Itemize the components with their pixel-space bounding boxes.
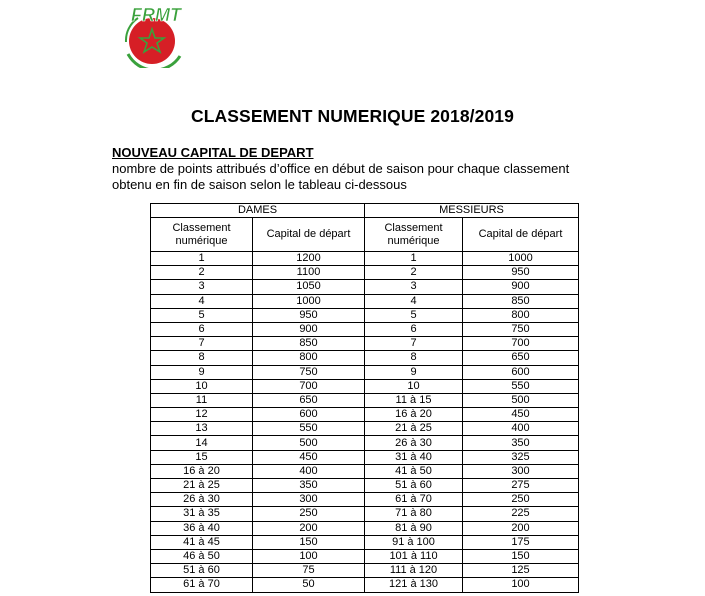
table-cell: 1100 (253, 266, 365, 280)
table-row (151, 379, 579, 393)
table-cell: 11 (151, 393, 253, 407)
table-cell: 900 (253, 322, 365, 336)
table-cell: 275 (463, 479, 579, 493)
table-cell: 600 (463, 365, 579, 379)
table-cell: 1 (151, 252, 253, 266)
table-cell: 1000 (463, 252, 579, 266)
frmt-logo-graphic (118, 4, 200, 68)
table-cell: 200 (253, 521, 365, 535)
table-cell: 81 à 90 (365, 521, 463, 535)
column-header: Classement numérique (151, 218, 253, 252)
table-cell: 750 (253, 365, 365, 379)
table-cell: 300 (253, 493, 365, 507)
table-cell: 7 (151, 337, 253, 351)
logo-text: FRMT (131, 5, 181, 25)
table-cell: 71 à 80 (365, 507, 463, 521)
table-cell: 41 à 45 (151, 535, 253, 549)
group-header-dames: DAMES (151, 204, 365, 218)
table-cell: 500 (253, 436, 365, 450)
table-cell: 2 (365, 266, 463, 280)
table-cell: 400 (463, 422, 579, 436)
table-cell: 850 (253, 337, 365, 351)
table-cell: 9 (365, 365, 463, 379)
table-row (151, 422, 579, 436)
table-cell: 11 à 15 (365, 393, 463, 407)
table-row (151, 535, 579, 549)
table-cell: 21 à 25 (151, 479, 253, 493)
table-row (151, 365, 579, 379)
table-cell: 101 à 110 (365, 549, 463, 563)
table-cell: 15 (151, 450, 253, 464)
table-cell: 700 (253, 379, 365, 393)
table-cell: 3 (151, 280, 253, 294)
table-cell: 5 (151, 308, 253, 322)
table-cell: 5 (365, 308, 463, 322)
table-cell: 250 (253, 507, 365, 521)
table-cell: 10 (151, 379, 253, 393)
table-cell: 100 (253, 549, 365, 563)
table-cell: 31 à 40 (365, 450, 463, 464)
table-cell: 91 à 100 (365, 535, 463, 549)
table-cell: 41 à 50 (365, 464, 463, 478)
table-row (151, 549, 579, 563)
table-cell: 1 (365, 252, 463, 266)
section-heading: NOUVEAU CAPITAL DE DEPART (112, 145, 314, 160)
table-cell: 800 (463, 308, 579, 322)
table-row (151, 337, 579, 351)
table-cell: 9 (151, 365, 253, 379)
table-cell: 650 (253, 393, 365, 407)
table-row (151, 393, 579, 407)
table-row (151, 450, 579, 464)
intro-paragraph: nombre de points attribués d’office en début de saison pour chaque classement obtenu en fin de saison selon le tableau ci-dessous (112, 161, 570, 192)
table-cell: 400 (253, 464, 365, 478)
column-header: Classement numérique (365, 218, 463, 252)
table-cell: 550 (463, 379, 579, 393)
table-cell: 650 (463, 351, 579, 365)
table-cell: 450 (253, 450, 365, 464)
table-cell: 16 à 20 (151, 464, 253, 478)
table-cell: 12 (151, 408, 253, 422)
table-cell: 900 (463, 280, 579, 294)
table-cell: 750 (463, 322, 579, 336)
table-cell: 2 (151, 266, 253, 280)
table-row (151, 479, 579, 493)
table-cell: 125 (463, 564, 579, 578)
table-cell: 350 (253, 479, 365, 493)
document-title: CLASSEMENT NUMERIQUE 2018/2019 (191, 106, 514, 126)
table-cell: 6 (365, 322, 463, 336)
table-row (151, 493, 579, 507)
table-cell: 13 (151, 422, 253, 436)
table-cell: 800 (253, 351, 365, 365)
table-cell: 325 (463, 450, 579, 464)
table-cell: 6 (151, 322, 253, 336)
table-row (151, 578, 579, 592)
table-cell: 700 (463, 337, 579, 351)
table-cell: 31 à 35 (151, 507, 253, 521)
table-cell: 16 à 20 (365, 408, 463, 422)
table-row (151, 436, 579, 450)
column-header-row (151, 218, 579, 252)
column-header: Capital de départ (253, 218, 365, 252)
table-cell: 175 (463, 535, 579, 549)
table-cell: 21 à 25 (365, 422, 463, 436)
table-cell: 14 (151, 436, 253, 450)
table-cell: 600 (253, 408, 365, 422)
table-cell: 75 (253, 564, 365, 578)
table-cell: 250 (463, 493, 579, 507)
table-cell: 550 (253, 422, 365, 436)
table-cell: 950 (253, 308, 365, 322)
group-header-messieurs: MESSIEURS (365, 204, 579, 218)
table-cell: 61 à 70 (365, 493, 463, 507)
table-cell: 10 (365, 379, 463, 393)
table-row (151, 294, 579, 308)
table-cell: 200 (463, 521, 579, 535)
table-cell: 500 (463, 393, 579, 407)
table-cell: 1200 (253, 252, 365, 266)
table-row (151, 507, 579, 521)
table-row (151, 266, 579, 280)
table-row (151, 308, 579, 322)
ranking-table (150, 203, 579, 593)
table-cell: 150 (253, 535, 365, 549)
table-cell: 8 (365, 351, 463, 365)
table-body (151, 252, 579, 593)
table-cell: 8 (151, 351, 253, 365)
table-row (151, 252, 579, 266)
table-row (151, 322, 579, 336)
table-cell: 4 (151, 294, 253, 308)
column-header: Capital de départ (463, 218, 579, 252)
table-row (151, 351, 579, 365)
group-header-row (151, 204, 579, 218)
table-cell: 61 à 70 (151, 578, 253, 592)
table-cell: 7 (365, 337, 463, 351)
table-cell: 26 à 30 (151, 493, 253, 507)
table-cell: 50 (253, 578, 365, 592)
table-cell: 51 à 60 (365, 479, 463, 493)
table-cell: 4 (365, 294, 463, 308)
table-row (151, 564, 579, 578)
table-cell: 950 (463, 266, 579, 280)
table-cell: 850 (463, 294, 579, 308)
table-cell: 100 (463, 578, 579, 592)
table-cell: 3 (365, 280, 463, 294)
table-row (151, 280, 579, 294)
table-cell: 300 (463, 464, 579, 478)
table-cell: 111 à 120 (365, 564, 463, 578)
table-cell: 450 (463, 408, 579, 422)
frmt-logo-icon (118, 4, 200, 68)
table-row (151, 521, 579, 535)
table-cell: 36 à 40 (151, 521, 253, 535)
table-cell: 46 à 50 (151, 549, 253, 563)
table-row (151, 464, 579, 478)
table-cell: 26 à 30 (365, 436, 463, 450)
table-cell: 1000 (253, 294, 365, 308)
table-row (151, 408, 579, 422)
table-cell: 225 (463, 507, 579, 521)
table-cell: 121 à 130 (365, 578, 463, 592)
table-cell: 51 à 60 (151, 564, 253, 578)
table-cell: 1050 (253, 280, 365, 294)
table-cell: 350 (463, 436, 579, 450)
table-cell: 150 (463, 549, 579, 563)
